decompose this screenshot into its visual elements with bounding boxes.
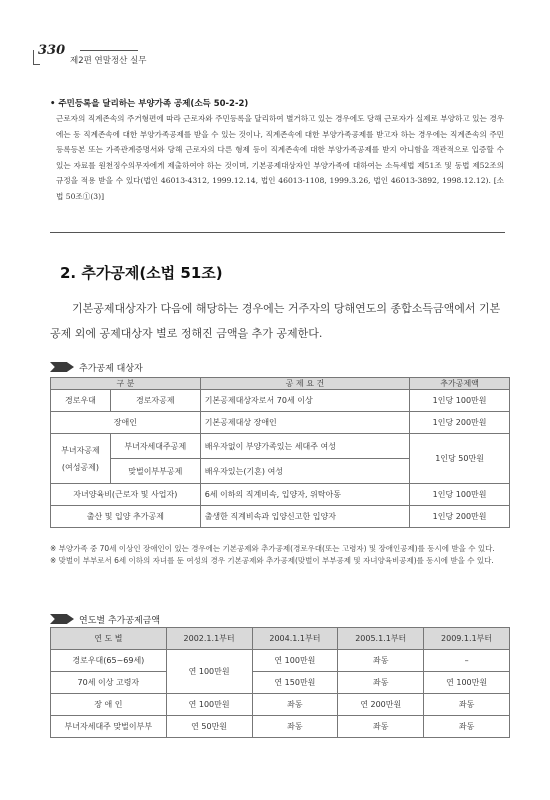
cell-requirement: 배우자있는(기혼) 여성: [200, 459, 409, 484]
rule-body: 근로자의 직계존속의 주거형편에 따라 근로자와 주민등록을 달리하여 별거하고 있는 경우에도 당해 근로자가 실제로 부양하고 있는 경우에는 동 직계존속에 대한 부양가족공제를 받을 수 있는 것이나, 직계존속에 대한 부양가족공제를 받고자 하는 경우에는 직계존속의 주민등록등본 또는 가족관계증명서와 당해 근로자의 다른 형제 등이 직계존속에 대한 부양가족공제를 받지 아니함을 객관적으로 입증할 수 있는 자료를 원천징수의무자에게 제출하여야 하는 것이며, 기본공제대상자인 부양가족에 대하여는 소득세법 제51조 및 동법 제52조의 규정을 적용 받을 수 있다(법인 46013-4312, 1999.12.14, 법인 46013-1108, 1999.3.26, 법인 46013-3892, 1998.12.12). [소법 50조①(3)]: [56, 114, 504, 201]
table2-heading: [50, 613, 160, 626]
cell-value: 연 150만원: [252, 672, 338, 694]
header-requirement: 공 제 요 건: [200, 378, 409, 390]
cell-value: 좌동: [338, 650, 424, 672]
chapter-title: 제2편 연말정산 실무: [70, 56, 147, 66]
table-row: [51, 412, 510, 434]
cell-requirement: 배우자없이 부양가족있는 세대주 여성: [200, 434, 409, 459]
cell-category: 자녀양육비(근로자 및 사업자): [51, 484, 201, 506]
cell-amount: 1인당 100만원: [410, 484, 510, 506]
additional-deduction-table: [50, 377, 510, 528]
cell-item: 장 애 인: [51, 694, 167, 716]
notes: [50, 543, 510, 566]
note: ※ 맞벌이 부부로서 6세 이하의 자녀를 둔 여성의 경우 기본공제와 추가공제(맞벌이 부부공제 및 자녀양육비공제)를 동시에 받을 수 있다.: [50, 555, 494, 565]
table-row: [51, 694, 510, 716]
cell-value: 연 50만원: [166, 716, 252, 738]
table-row: [51, 506, 510, 528]
cell-value: 좌동: [424, 694, 510, 716]
yearly-amount-table: [50, 627, 510, 738]
cell-subcategory: 부녀자세대주공제: [110, 434, 200, 459]
cell-value: 연 200만원: [338, 694, 424, 716]
cell-subcategory: 경로자공제: [110, 390, 200, 412]
table-row: [51, 484, 510, 506]
header-year: 연 도 별: [51, 628, 167, 650]
header-bracket: [33, 50, 40, 65]
cell-amount: 1인당 100만원: [410, 390, 510, 412]
header-2005: 2005.1.1부터: [338, 628, 424, 650]
arrow-icon: [50, 614, 74, 624]
section-paragraph: 기본공제대상자가 다음에 해당하는 경우에는 거주자의 당해연도의 종합소득금액에서 기본공제 외에 공제대상자 별로 정해진 금액을 추가 공제한다.: [50, 302, 501, 340]
table-header-row: [51, 628, 510, 650]
cell-amount: 1인당 200만원: [410, 412, 510, 434]
header-2004: 2004.1.1부터: [252, 628, 338, 650]
table-row: [51, 716, 510, 738]
header-category: 구 분: [51, 378, 201, 390]
cell-category: 경로우대: [51, 390, 111, 412]
cell-item: 70세 이상 고령자: [51, 672, 167, 694]
arrow-icon: [50, 362, 74, 372]
section-title: 2. 추가공제(소법 51조): [60, 264, 223, 282]
rule-title: • 주민등록을 달리하는 부양가족 공제(소득 50-2-2): [50, 99, 249, 109]
note: ※ 부양가족 중 70세 이상인 장애인이 있는 경우에는 기본공제와 추가공제(경로우대(또는 고령자) 및 장애인공제)를 동시에 받을 수 있다.: [50, 544, 495, 553]
table-row: [51, 672, 510, 694]
header-rule: [80, 50, 138, 51]
table-header-row: [51, 378, 510, 390]
table-row: [51, 650, 510, 672]
cell-category: 장애인: [51, 412, 201, 434]
page-number: 330: [38, 43, 66, 58]
cell-category: 출산 및 입양 추가공제: [51, 506, 201, 528]
cell-value: 연 100만원: [166, 650, 252, 694]
table-row: [51, 390, 510, 412]
cell-requirement: 기본공제대상자로서 70세 이상: [200, 390, 409, 412]
cell-value: 연 100만원: [252, 650, 338, 672]
cell-amount: 1인당 200만원: [410, 506, 510, 528]
cell-value: 연 100만원: [166, 694, 252, 716]
header-amount: 추가공제액: [410, 378, 510, 390]
cell-amount: 1인당 50만원: [410, 434, 510, 484]
cell-value: 좌동: [252, 694, 338, 716]
cell-category: 부녀자공제 (여성공제): [51, 434, 111, 484]
table-row: [51, 434, 510, 459]
cell-requirement: 기본공제대상 장애인: [200, 412, 409, 434]
cell-value: 좌동: [338, 716, 424, 738]
table1-heading: [50, 361, 143, 374]
cell-item: 부녀자세대주 맞벌이부부: [51, 716, 167, 738]
cell-value: 좌동: [252, 716, 338, 738]
header-2009: 2009.1.1부터: [424, 628, 510, 650]
cell-value: 연 100만원: [424, 672, 510, 694]
cell-requirement: 6세 이하의 직계비속, 입양자, 위탁아동: [200, 484, 409, 506]
table2-heading-label: 연도별 추가공제금액: [79, 616, 161, 626]
cell-value: 좌동: [338, 672, 424, 694]
cell-item: 경로우대(65~69세): [51, 650, 167, 672]
header-2002: 2002.1.1부터: [166, 628, 252, 650]
cell-value: –: [424, 650, 510, 672]
table1-heading-label: 추가공제 대상자: [79, 364, 143, 374]
cell-requirement: 출생한 직계비속과 입양신고한 입양자: [200, 506, 409, 528]
cell-subcategory: 맞벌이부부공제: [110, 459, 200, 484]
cell-value: 좌동: [424, 716, 510, 738]
